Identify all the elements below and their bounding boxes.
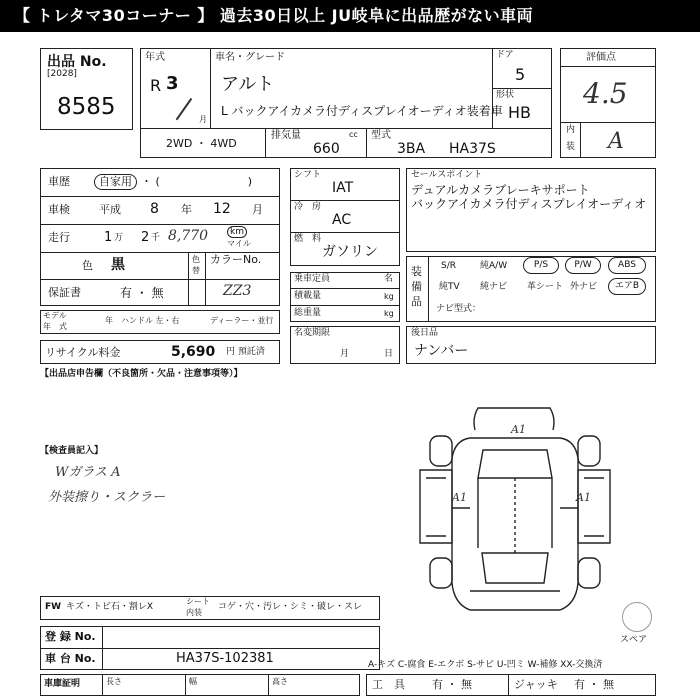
namechange-day: 日 <box>384 349 394 359</box>
shaken-year-unit: 年 <box>181 203 192 216</box>
mark-right: A1 <box>576 491 591 504</box>
equip-navi: ナビ型式： <box>436 304 482 314</box>
aftersale-value: ナンバー <box>414 343 469 359</box>
banner-text: 【 トレタマ30コーナー 】 過去30日以上 JU岐阜に出品歴がない車両 <box>14 6 534 25</box>
equip-item: 純TV <box>439 282 460 292</box>
equip-item: 革シート <box>527 282 564 292</box>
equip-label-1: 装 <box>411 265 422 278</box>
fw-label: FW <box>45 602 62 612</box>
model-row-label-1: モデル <box>43 311 67 320</box>
year-era: R <box>150 76 162 95</box>
recycle-value: 5,690 <box>171 344 216 360</box>
equip-label-3: 品 <box>411 295 422 308</box>
wheel-icons <box>430 436 600 588</box>
registration-label: 登 録 No. <box>45 630 96 643</box>
lot-sub: [2028] <box>47 69 77 79</box>
tools-value: 有 ・ 無 <box>432 678 472 691</box>
color-value: 黒 <box>111 257 125 273</box>
year-label: 年式 <box>145 52 165 63</box>
mileage-man: 1 <box>104 230 113 245</box>
model-row-label-2: 年 式 <box>43 322 67 331</box>
load-unit: kg <box>384 292 394 301</box>
sales-line2: バックアイカメラ付ディスプレイオーディオ <box>411 197 647 211</box>
spare-label: スペア <box>620 635 648 645</box>
tools-label: 工 具 <box>372 678 405 691</box>
fw-text1: キズ・トビ石・割レX <box>66 602 153 612</box>
colorno-value: ZZ3 <box>223 283 252 299</box>
gross-unit: kg <box>384 309 394 318</box>
aftersale-label: 後日品 <box>411 328 439 338</box>
score-value: 4.5 <box>583 77 628 110</box>
model-code-label: 型式 <box>371 130 391 141</box>
inspector-label: 【検査員記入】 <box>40 446 104 456</box>
equip-item-circled: P/S <box>523 257 559 274</box>
history-value: 自家用 <box>94 174 137 190</box>
equip-item: 外ナビ <box>570 282 598 292</box>
doors-value: 5 <box>515 65 526 84</box>
door-lines <box>452 478 578 553</box>
equip-item: 純ナビ <box>480 282 508 292</box>
shaken-month-unit: 月 <box>252 203 263 216</box>
certificate-cell: 長さ <box>106 677 122 686</box>
warranty-label: 保証書 <box>48 286 81 299</box>
namechange-label: 名変期限 <box>294 328 331 338</box>
mark-left: A1 <box>452 491 467 504</box>
mileage-label: 走行 <box>48 231 70 244</box>
mileage-mile: マイル <box>227 239 251 248</box>
interior-value: A <box>608 129 624 154</box>
model-row-handle: ハンドル 左・右 <box>121 316 180 325</box>
jack-label: ジャッキ <box>514 678 558 691</box>
warranty-value: 有 ・ 無 <box>120 286 164 300</box>
name-grade: L バックアイカメラ付ディスプレイオーディオ装着車 <box>221 104 503 118</box>
doors-label: ドア <box>496 50 514 60</box>
year-month-label: 月 <box>199 115 207 124</box>
color-change-label-2: 替 <box>192 266 200 275</box>
capacity-label: 乗車定員 <box>294 274 331 284</box>
color-label: 色 <box>82 259 93 272</box>
mark-front: A1 <box>511 423 526 436</box>
displacement-label: 排気量 <box>271 130 301 141</box>
score-label: 評価点 <box>586 52 616 63</box>
certificate-box <box>40 674 360 696</box>
equip-item-circled: ABS <box>608 257 646 274</box>
recycle-unit: 円 預託済 <box>226 347 265 357</box>
spare-icon <box>622 602 652 632</box>
name-label: 車名・グレード <box>215 52 285 63</box>
fuel-value: ガソリン <box>322 244 378 260</box>
certificate-cell: 高さ <box>272 677 288 686</box>
certificate-label: 車庫証明 <box>44 679 81 689</box>
capacity-unit: 名 <box>384 274 394 284</box>
inspector-note1: Wガラス A <box>55 465 121 480</box>
lot-label: 出品 No. <box>47 54 107 70</box>
shaken-era: 平成 <box>99 203 121 216</box>
displacement-value: 660 <box>313 141 340 157</box>
equip-item-circled: P/W <box>565 257 601 274</box>
interior-label-2: 装 <box>566 142 576 152</box>
equip-item-circled: エアB <box>608 278 646 295</box>
colorno-label: カラーNo. <box>210 253 262 266</box>
ac-value: AC <box>332 212 352 228</box>
drive-text: 2WD ・ 4WD <box>166 137 237 150</box>
dealer-notice-label: 【出品店申告欄（不良箇所・欠品・注意事項等）】 <box>40 369 243 379</box>
recycle-label: リサイクル料金 <box>45 346 121 359</box>
shaken-year: 8 <box>150 201 159 217</box>
mileage-man-unit: 万 <box>114 233 124 243</box>
lot-number: 8585 <box>57 94 116 120</box>
history-label: 車歴 <box>48 175 70 188</box>
fuel-label: 燃 料 <box>294 234 322 244</box>
inspector-note2: 外装擦り・スクラー <box>48 490 166 505</box>
history-rest: ・ ( ) <box>141 175 253 188</box>
color-change-label-1: 色 <box>192 255 200 264</box>
model-code-value: HA37S <box>449 141 496 157</box>
fw-text2: コゲ・穴・汚レ・シミ・破レ・スレ <box>218 602 363 612</box>
shift-value: IAT <box>332 180 354 196</box>
equip-label-2: 備 <box>411 280 422 293</box>
sales-line1: デュアルカメラブレーキサポート <box>411 183 590 197</box>
mileage-km: km <box>227 226 247 238</box>
year-value: 3 <box>166 73 179 94</box>
shape-value: HB <box>508 103 532 122</box>
shaken-month: 12 <box>213 201 231 217</box>
name-model: アルト <box>221 74 275 95</box>
shift-label: シフト <box>294 170 322 180</box>
equip-item: 純A/W <box>480 261 508 271</box>
chassis-value: HA37S-102381 <box>176 651 274 666</box>
legend-text: A-キズ C-腐食 E-エクボ S-サビ U-凹ミ W-補修 XX-交換済 <box>368 660 603 670</box>
gross-label: 総重量 <box>294 308 322 318</box>
interior-label-1: 内 <box>566 125 576 135</box>
load-label: 積載量 <box>294 291 322 301</box>
equip-item: S/R <box>441 261 456 271</box>
displacement-unit: cc <box>349 130 358 139</box>
model-code-prefix: 3BA <box>397 141 426 157</box>
ac-label: 冷 房 <box>294 202 322 212</box>
namechange-month: 月 <box>340 349 350 359</box>
sales-label: セールスポイント <box>411 170 483 180</box>
mileage-hand: 8,770 <box>168 228 209 244</box>
mileage-sen: 2 <box>141 230 150 245</box>
model-row-dealer: ディーラー・並行 <box>210 316 274 325</box>
chassis-label: 車 台 No. <box>45 652 96 665</box>
mileage-sen-unit: 千 <box>151 233 161 243</box>
fw-seat-1: シート <box>186 597 210 606</box>
certificate-cell: 幅 <box>189 677 197 686</box>
shaken-label: 車検 <box>48 203 70 216</box>
shape-label: 形状 <box>496 90 515 100</box>
fw-seat-2: 内装 <box>186 608 202 617</box>
model-row-year-unit: 年 <box>105 316 113 325</box>
jack-value: 有 ・ 無 <box>574 678 614 691</box>
